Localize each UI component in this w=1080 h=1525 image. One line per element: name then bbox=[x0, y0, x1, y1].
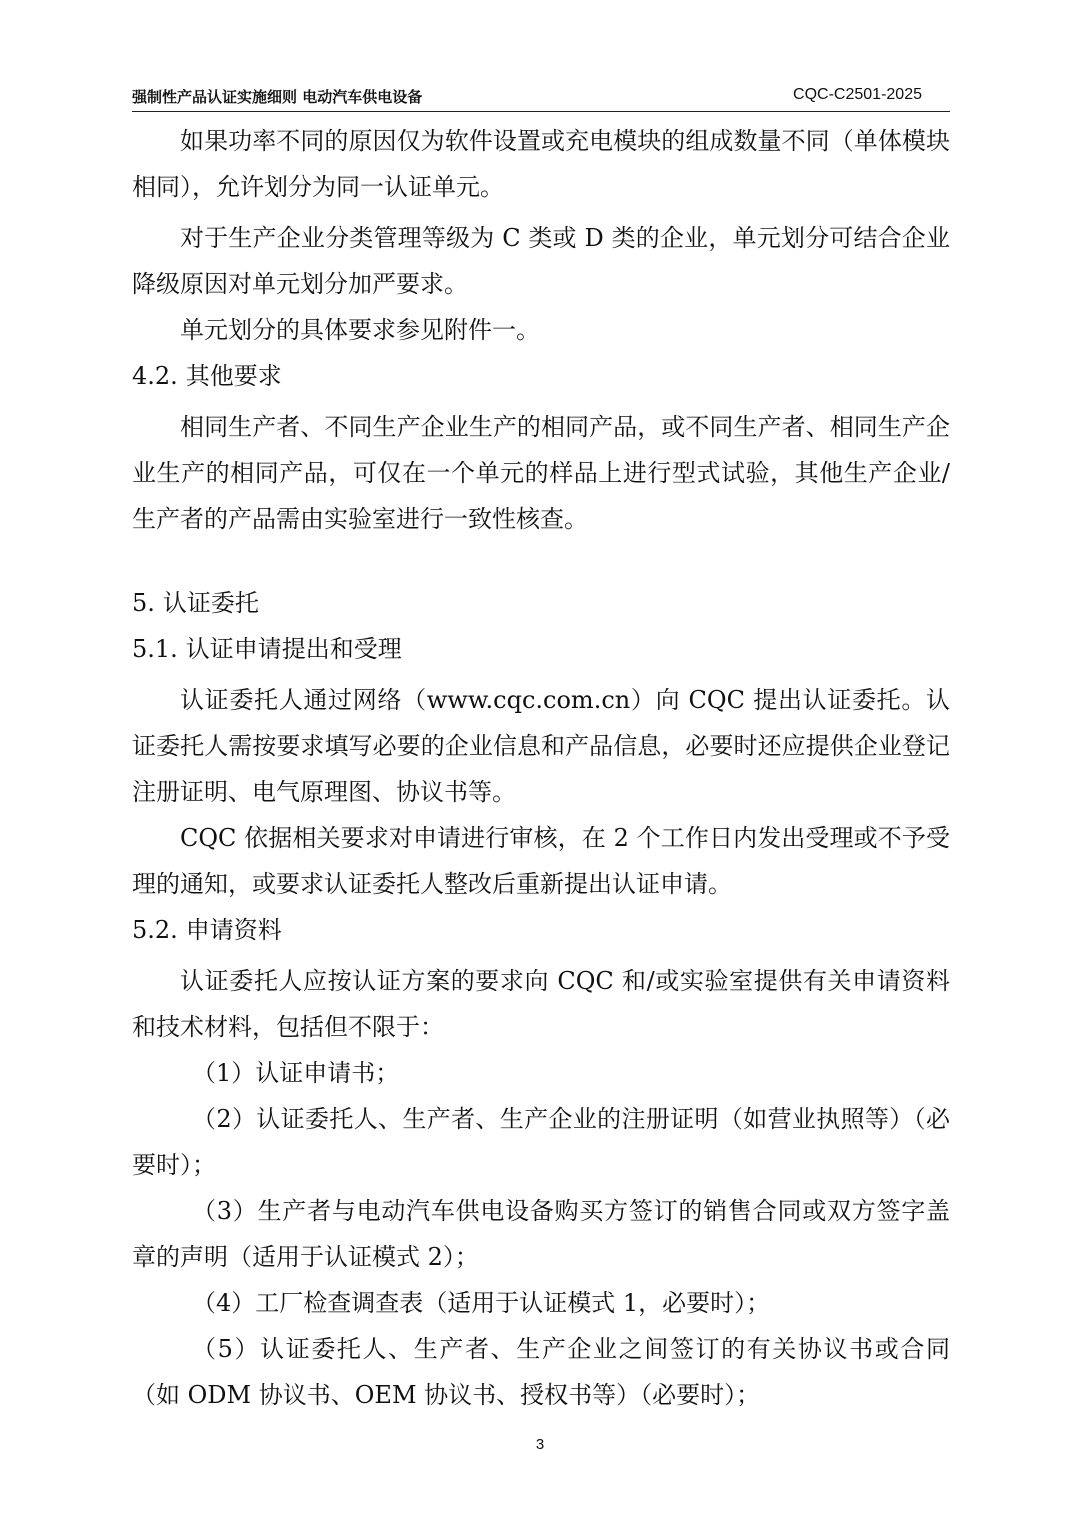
running-header-code: CQC-C2501-2025 bbox=[793, 86, 922, 103]
paragraph: CQC 依据相关要求对申请进行审核，在 2 个工作日内发出受理或不予受理的通知，或要求认证委托人整改后重新提出认证申请。 bbox=[132, 824, 950, 898]
paragraph: 如果功率不同的原因仅为软件设置或充电模块的组成数量不同（单体模块相同），允许划分为同一认证单元。 bbox=[132, 127, 950, 201]
running-header-title: 强制性产品认证实施细则 电动汽车供电设备 bbox=[132, 88, 423, 106]
section-number: 4.2. bbox=[132, 362, 178, 390]
list-item: （2）认证委托人、生产者、生产企业的注册证明（如营业执照等）（必要时）； bbox=[132, 1105, 950, 1179]
section-title: 其他要求 bbox=[185, 362, 282, 390]
list-item: （5）认证委托人、生产者、生产企业之间签订的有关协议书或合同（如 ODM 协议书、OEM 协议书、授权书等）（必要时）； bbox=[132, 1335, 950, 1409]
list-item: （4）工厂检查调查表（适用于认证模式 1，必要时）； bbox=[192, 1289, 771, 1317]
paragraph: 单元划分的具体要求参见附件一。 bbox=[180, 316, 540, 344]
page-number: 3 bbox=[535, 1436, 545, 1453]
section-heading-4-2 bbox=[132, 353, 950, 399]
paragraph: 认证委托人通过网络（www.cqc.com.cn）向 CQC 提出认证委托。认证委托人需按要求填写必要的企业信息和产品信息，必要时还应提供企业登记注册证明、电气原理图、协议书等。 bbox=[132, 686, 950, 806]
section-heading-5-1 bbox=[132, 626, 950, 672]
section-title: 认证委托 bbox=[162, 589, 259, 617]
paragraph: 对于生产企业分类管理等级为 C 类或 D 类的企业，单元划分可结合企业降级原因对单元划分加严要求。 bbox=[132, 224, 950, 298]
section-number: 5.1. bbox=[132, 635, 178, 663]
section-heading-5 bbox=[132, 580, 950, 626]
paragraph: 相同生产者、不同生产企业生产的相同产品，或不同生产者、相同生产企业生产的相同产品，可仅在一个单元的样品上进行型式试验，其他生产企业/生产者的产品需由实验室进行一致性核查。 bbox=[132, 413, 950, 533]
section-title: 认证申请提出和受理 bbox=[185, 635, 402, 663]
header-rule bbox=[132, 111, 950, 112]
page-body bbox=[132, 118, 950, 1418]
section-title: 申请资料 bbox=[185, 916, 282, 944]
section-number: 5. bbox=[132, 589, 155, 617]
list-item: （1）认证申请书； bbox=[192, 1059, 400, 1087]
paragraph: 认证委托人应按认证方案的要求向 CQC 和/或实验室提供有关申请资料和技术材料，包括但不限于： bbox=[132, 967, 950, 1041]
section-heading-5-2 bbox=[132, 907, 950, 953]
section-number: 5.2. bbox=[132, 916, 178, 944]
list-item: （3）生产者与电动汽车供电设备购买方签订的销售合同或双方签字盖章的声明（适用于认证模式 2）； bbox=[132, 1197, 950, 1271]
